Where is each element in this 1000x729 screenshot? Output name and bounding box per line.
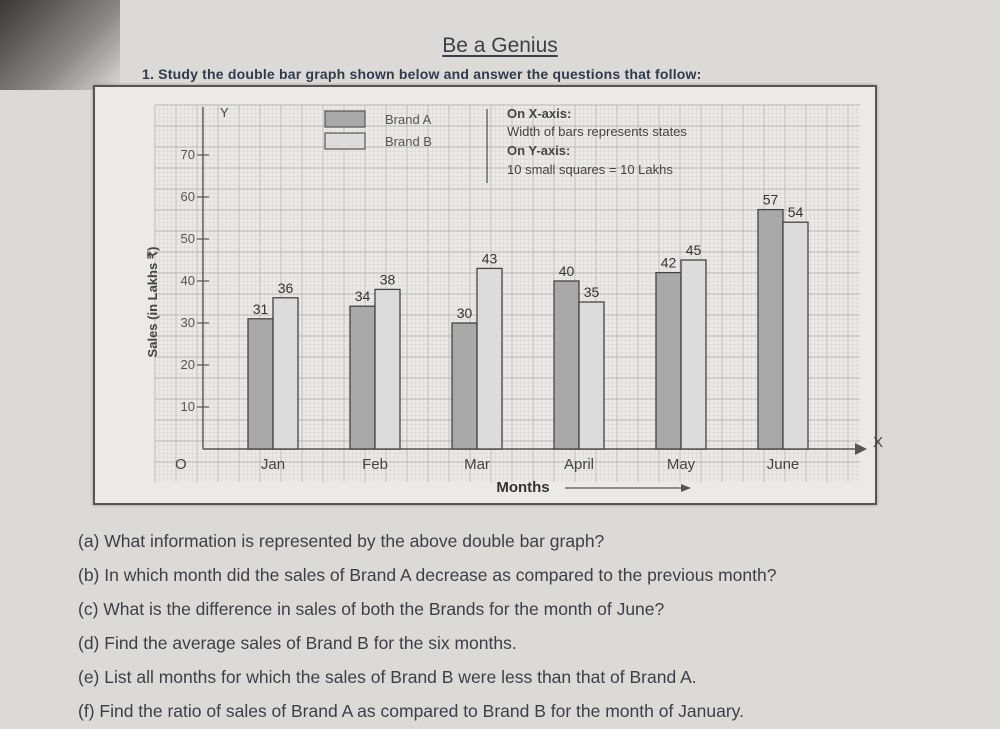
x-tick-label: Mar <box>464 456 490 473</box>
bar-value-label: 30 <box>456 305 473 321</box>
bar <box>273 298 298 449</box>
x-label-arrow-head <box>681 484 691 492</box>
question-list <box>78 524 948 728</box>
y-tick-label: 70 <box>180 147 195 162</box>
bar <box>681 260 706 449</box>
bar <box>579 302 604 449</box>
legend-swatch-brand-a <box>325 111 365 127</box>
bar-value-label: 45 <box>685 242 702 258</box>
page-title: Be a Genius <box>442 34 558 57</box>
x-axis-symbol: X <box>873 434 884 451</box>
question-e: (e) List all months for which the sales of Brand B were less than that of Brand A. <box>78 667 697 687</box>
bar-value-label: 34 <box>354 288 371 305</box>
bar-value-label: 35 <box>583 284 600 300</box>
legend-label-brand-a: Brand A <box>385 112 432 127</box>
y-axis-symbol: Y <box>220 105 229 120</box>
axis-note: On X-axis: <box>507 106 572 121</box>
x-tick-label: June <box>766 456 800 473</box>
y-tick-label: 50 <box>180 231 195 246</box>
y-tick-label: 40 <box>180 273 195 288</box>
question-a: (a) What information is represented by the above double bar graph? <box>78 531 605 551</box>
x-axis-arrow <box>855 443 867 455</box>
question-heading: 1. Study the double bar graph shown below and answer the questions that follow: <box>142 66 702 82</box>
x-tick-label: April <box>563 456 595 473</box>
bar-value-label: 38 <box>379 271 396 288</box>
x-axis-label: Months <box>496 479 550 496</box>
bar-value-label: 31 <box>252 300 269 317</box>
y-tick-label: 30 <box>180 315 195 330</box>
y-axis-label: Sales (in Lakhs ₹) <box>145 246 160 358</box>
bar <box>656 273 681 449</box>
bar <box>248 319 273 449</box>
bar <box>554 281 579 449</box>
bar <box>375 289 400 449</box>
axis-note: On Y-axis: <box>507 143 571 158</box>
legend-label-brand-b: Brand B <box>385 134 432 149</box>
legend-swatch-brand-b <box>325 133 365 149</box>
x-tick-label: Jan <box>260 456 286 473</box>
x-tick-label: May <box>666 456 696 473</box>
double-bar-chart <box>95 87 884 503</box>
bar-value-label: 36 <box>277 279 294 296</box>
bar-value-label: 57 <box>762 191 779 208</box>
bar-value-label: 54 <box>787 204 804 221</box>
origin-label: O <box>175 456 187 473</box>
bar-value-label: 40 <box>558 263 575 279</box>
bar <box>452 323 477 449</box>
bar-value-label: 42 <box>660 254 677 271</box>
question-f: (f) Find the ratio of sales of Brand A as compared to Brand B for the month of January. <box>78 701 744 721</box>
bar <box>477 268 502 449</box>
question-c: (c) What is the difference in sales of both the Brands for the month of June? <box>78 599 665 619</box>
bar <box>758 210 783 449</box>
bar <box>783 222 808 449</box>
x-tick-label: Feb <box>362 456 388 473</box>
y-tick-label: 20 <box>180 357 195 372</box>
question-b: (b) In which month did the sales of Brand A decrease as compared to the previous month? <box>78 565 777 585</box>
y-tick-label: 10 <box>180 399 195 414</box>
y-tick-label: 60 <box>180 189 195 204</box>
chart-frame <box>93 85 884 505</box>
bar <box>350 306 375 449</box>
question-d: (d) Find the average sales of Brand B for the six months. <box>78 633 517 653</box>
axis-note: Width of bars represents states <box>507 124 687 139</box>
bar-value-label: 43 <box>481 250 498 267</box>
axis-note: 10 small squares = 10 Lakhs <box>507 162 673 177</box>
